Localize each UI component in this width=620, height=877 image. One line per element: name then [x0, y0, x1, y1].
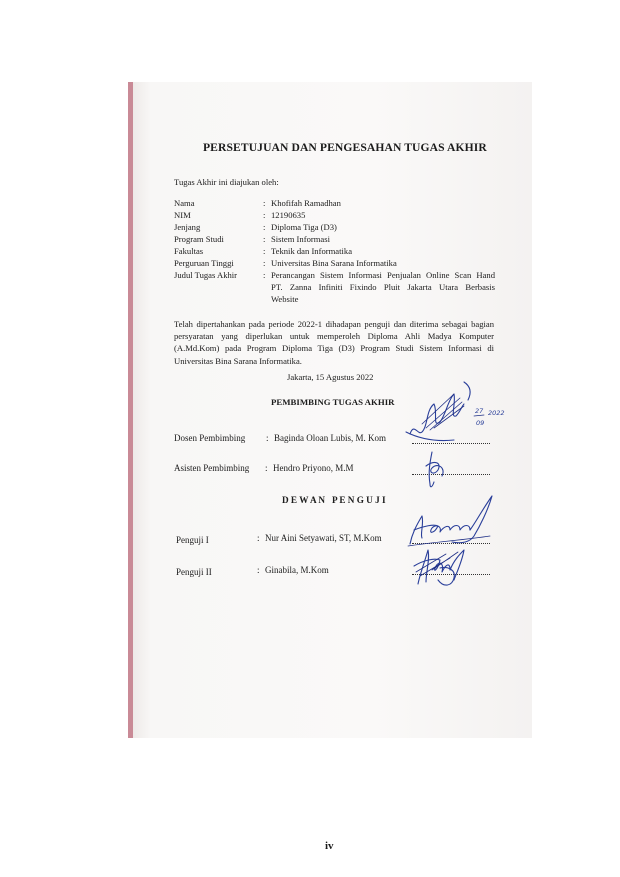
field-colon: :: [266, 433, 269, 443]
document-title: PERSETUJUAN DAN PENGESAHAN TUGAS AKHIR: [203, 141, 487, 154]
approval-paragraph: Telah dipertahankan pada periode 2022-1 dihadapan penguji dan diterima sebagai bagian persyaratan yang diperlukan untuk memperoleh Diploma Ahli Madya Komputer (A.Md.Kom) pada Program Diploma Tiga (D3) Program Studi Sistem Informasi di Universitas Bina Sarana Informatika.: [174, 319, 494, 366]
field-colon: :: [265, 463, 268, 473]
asisten-pembimbing-signature: [420, 448, 460, 490]
penguji-heading: D E W A N P E N G U J I: [282, 495, 386, 505]
field-label-fakultas: Fakultas: [174, 246, 204, 256]
field-colon: :: [263, 222, 266, 232]
penguji-2-signature: [410, 540, 480, 592]
field-value-jenjang: Diploma Tiga (D3): [271, 222, 337, 232]
field-label-perguruan-tinggi: Perguruan Tinggi: [174, 258, 234, 268]
field-value-nama: Khofifah Ramadhan: [271, 198, 341, 208]
field-value-judul-line-2: PT. Zanna Infiniti Fixindo Pluit Jakarta Utara Berbasis: [271, 282, 495, 292]
field-colon: :: [263, 198, 266, 208]
field-label-judul: Judul Tugas Akhir: [174, 270, 238, 280]
field-colon: :: [257, 565, 260, 575]
field-colon: :: [263, 270, 266, 280]
field-label-program-studi: Program Studi: [174, 234, 224, 244]
handwritten-date-year: 2022: [488, 409, 505, 417]
field-label-nim: NIM: [174, 210, 191, 220]
field-colon: :: [263, 258, 266, 268]
field-label-jenjang: Jenjang: [174, 222, 201, 232]
field-colon: :: [263, 234, 266, 244]
field-colon: :: [257, 533, 260, 543]
field-colon: :: [263, 246, 266, 256]
field-value-judul-line-1: Perancangan Sistem Informasi Penjualan Online Scan Hand: [271, 270, 495, 280]
place-date: Jakarta, 15 Agustus 2022: [287, 372, 374, 382]
field-value-nim: 12190635: [271, 210, 306, 220]
page-number: iv: [325, 840, 334, 852]
handwritten-date-day: 27: [475, 407, 484, 415]
asisten-pembimbing-label: Asisten Pembimbing: [174, 463, 250, 473]
handwritten-date-month: 09: [476, 419, 485, 427]
dosen-pembimbing-label: Dosen Pembimbing: [174, 433, 246, 443]
dosen-pembimbing-signature: [404, 382, 514, 450]
pembimbing-heading: PEMBIMBING TUGAS AKHIR: [271, 397, 395, 407]
field-label-nama: Nama: [174, 198, 195, 208]
field-value-perguruan-tinggi: Universitas Bina Sarana Informatika: [271, 258, 397, 268]
penguji-1-label: Penguji I: [176, 535, 209, 545]
penguji-2-name: Ginabila, M.Kom: [265, 565, 329, 575]
asisten-pembimbing-name: Hendro Priyono, M.M: [273, 463, 354, 473]
penguji-1-name: Nur Aini Setyawati, ST, M.Kom: [265, 533, 382, 543]
field-value-program-studi: Sistem Informasi: [271, 234, 330, 244]
intro-text: Tugas Akhir ini diajukan oleh:: [174, 177, 279, 187]
field-value-judul-line-3: Website: [271, 294, 299, 304]
field-colon: :: [263, 210, 266, 220]
dosen-pembimbing-name: Baginda Oloan Lubis, M. Kom: [274, 433, 386, 443]
field-value-fakultas: Teknik dan Informatika: [271, 246, 353, 256]
penguji-2-label: Penguji II: [176, 567, 212, 577]
